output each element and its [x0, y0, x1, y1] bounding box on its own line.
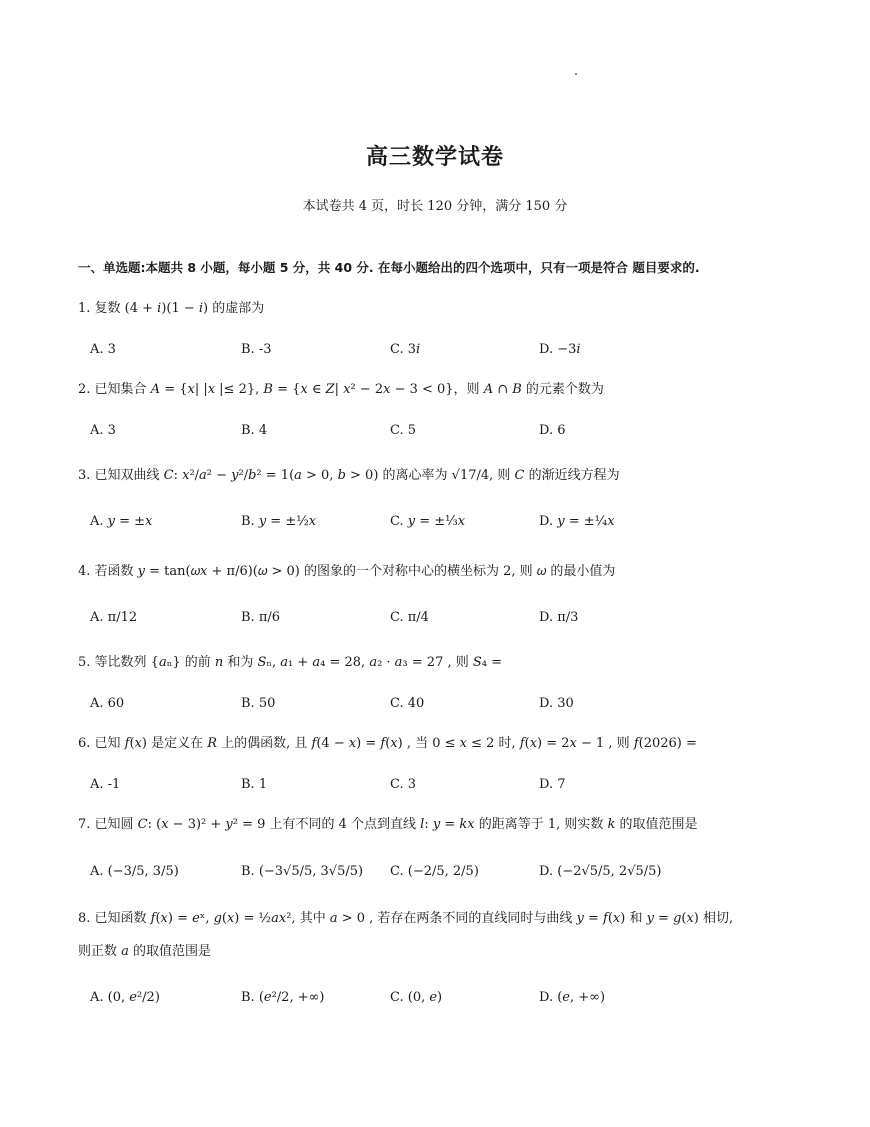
- option-d: D. π/3: [539, 610, 579, 625]
- question-8-stem: 8. 已知函数 𝑓(𝑥) = 𝑒ˣ, 𝑔(𝑥) = ½𝑎𝑥², 其中 𝑎 > 0 , 若存在两条不同的直线同时与曲线 𝑦 = 𝑓(𝑥) 和 𝑦 = 𝑔(𝑥) 相切,: [78, 911, 734, 926]
- question-8-options: [0, 990, 870, 1014]
- option-c: C. 5: [390, 423, 417, 438]
- option-d: D. 30: [539, 696, 574, 711]
- question-6-options: [0, 777, 870, 801]
- section-heading: 一、单选题:本题共 8 小题，每小题 5 分，共 40 分. 在每小题给出的四个选项中，只有一项是符合 题目要求的.: [78, 260, 700, 275]
- question-7-stem: 7. 已知圆 𝐶: (𝑥 − 3)² + 𝑦² = 9 上有不同的 4 个点到直线 𝑙: 𝑦 = 𝑘𝑥 的距离等于 1, 则实数 𝑘 的取值范围是: [78, 817, 698, 832]
- question-7-options: [0, 864, 870, 888]
- option-b: B. (−3√5/5, 3√5/5): [241, 864, 364, 879]
- question-1-stem: 1. 复数 (4 + 𝑖)(1 − 𝑖) 的虚部为: [78, 301, 265, 316]
- option-d: D. −3𝑖: [539, 342, 581, 357]
- option-a: A. -1: [90, 777, 121, 792]
- option-c: C. (0, 𝑒): [390, 990, 443, 1005]
- option-a: A. 3: [90, 342, 116, 357]
- option-b: B. π/6: [241, 610, 281, 625]
- option-c: C. 𝑦 = ±⅓𝑥: [390, 514, 466, 529]
- option-a: A. (−3/5, 3/5): [90, 864, 179, 879]
- option-b: B. 𝑦 = ±½𝑥: [241, 514, 317, 529]
- question-5-options: [0, 696, 870, 720]
- option-d: D. 𝑦 = ±¼𝑥: [539, 514, 615, 529]
- option-d: D. (𝑒, +∞): [539, 990, 606, 1005]
- question-6-stem: 6. 已知 𝑓(𝑥) 是定义在 𝑅 上的偶函数, 且 𝑓(4 − 𝑥) = 𝑓(𝑥) , 当 0 ≤ 𝑥 ≤ 2 时, 𝑓(𝑥) = 2𝑥 − 1 , 则 𝑓(2026) =: [78, 736, 697, 751]
- question-3-options: [0, 514, 870, 538]
- option-c: C. 3𝑖: [390, 342, 421, 357]
- question-4-stem: 4. 若函数 𝑦 = tan(𝜔𝑥 + π/6)(𝜔 > 0) 的图象的一个对称中心的横坐标为 2, 则 𝜔 的最小值为: [78, 564, 616, 579]
- option-b: B. (𝑒²/2, +∞): [241, 990, 325, 1005]
- option-c: C. (−2/5, 2/5): [390, 864, 479, 879]
- option-c: C. π/4: [390, 610, 429, 625]
- option-a: A. π/12: [90, 610, 138, 625]
- page-title: 高三数学试卷: [365, 145, 504, 170]
- option-c: C. 40: [390, 696, 425, 711]
- option-a: A. 𝑦 = ±𝑥: [90, 514, 153, 529]
- question-8-stem-continued: 则正数 𝑎 的取值范围是: [78, 944, 212, 959]
- option-d: D. 7: [539, 777, 566, 792]
- page-subtitle: 本试卷共 4 页，时长 120 分钟，满分 150 分: [302, 199, 568, 214]
- scan-speck: [575, 73, 577, 75]
- question-5-stem: 5. 等比数列 {𝑎ₙ} 的前 𝑛 和为 𝑆ₙ, 𝑎₁ + 𝑎₄ = 28, 𝑎₂ · 𝑎₃ = 27 , 则 𝑆₄ =: [78, 655, 503, 670]
- option-c: C. 3: [390, 777, 417, 792]
- question-2-options: [0, 423, 870, 447]
- option-b: B. 50: [241, 696, 276, 711]
- option-a: A. 60: [90, 696, 125, 711]
- option-b: B. 4: [241, 423, 268, 438]
- question-1-options: [0, 342, 870, 366]
- option-d: D. (−2√5/5, 2√5/5): [539, 864, 662, 879]
- question-2-stem: 2. 已知集合 𝐴 = {𝑥| |𝑥 |≤ 2}, 𝐵 = {𝑥 ∈ 𝑍| 𝑥² − 2𝑥 − 3 < 0}，则 𝐴 ∩ 𝐵 的元素个数为: [78, 382, 604, 397]
- option-a: A. (0, 𝑒²/2): [90, 990, 160, 1005]
- question-4-options: [0, 610, 870, 634]
- option-b: B. -3: [241, 342, 272, 357]
- option-a: A. 3: [90, 423, 116, 438]
- option-b: B. 1: [241, 777, 268, 792]
- option-d: D. 6: [539, 423, 566, 438]
- question-3-stem: 3. 已知双曲线 𝐶: 𝑥²/𝑎² − 𝑦²/𝑏² = 1(𝑎 > 0, 𝑏 > 0) 的离心率为 √17/4, 则 𝐶 的渐近线方程为: [78, 468, 620, 483]
